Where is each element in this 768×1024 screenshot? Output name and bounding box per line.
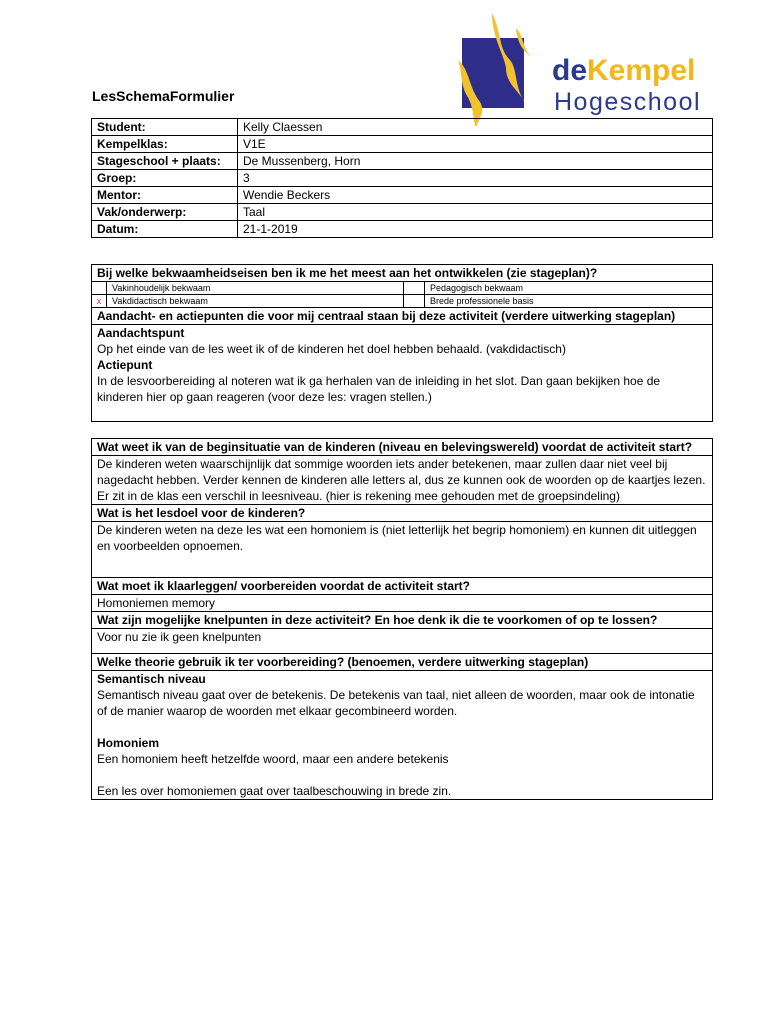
table-row xyxy=(92,265,713,282)
table-row xyxy=(92,282,713,295)
value-kempelklas: V1E xyxy=(238,136,713,153)
semantisch-text: Semantisch niveau gaat over de betekenis. De betekenis van taal, niet alleen de woorden, maar ook de intonatie of de manier waarop de woorden met elkaar gecombineerd worden. xyxy=(97,688,695,718)
label-kempelklas: Kempelklas: xyxy=(92,136,238,153)
table-row xyxy=(92,612,713,629)
option-vakdidactisch: Vakdidactisch bekwaam xyxy=(107,295,404,308)
homoniem-text: Een homoniem heeft hetzelfde woord, maar een andere betekenis xyxy=(97,752,449,766)
spacer xyxy=(97,767,707,783)
table-row xyxy=(92,671,713,800)
bekwaamheid-table xyxy=(91,264,713,422)
dekempel-logo xyxy=(440,8,700,126)
klaarleggen-answer: Homoniemen memory xyxy=(92,595,713,612)
table-row xyxy=(92,522,713,578)
aandachtspunt-title: Aandachtspunt xyxy=(97,326,185,340)
table-row xyxy=(92,505,713,522)
option-brede-basis: Brede professionele basis xyxy=(425,295,713,308)
actiepunt-text: In de lesvoorbereiding al noteren wat ik ga herhalen van de inleiding in het slot. Dan gaan bekijken hoe de kinderen hier op gaan reageren (voor deze les: vragen stellen.) xyxy=(97,374,661,404)
beginsituatie-text-2: Er zit in de klas een verschil in leesniveau. (hier is rekening mee gehouden met de groepsindeling) xyxy=(97,489,620,503)
value-groep: 3 xyxy=(238,170,713,187)
value-datum: 21-1-2019 xyxy=(238,221,713,238)
table-row xyxy=(92,170,713,187)
homoniem-title: Homoniem xyxy=(97,736,160,750)
table-row xyxy=(92,221,713,238)
checkbox-brede-basis[interactable] xyxy=(404,295,425,308)
value-vak: Taal xyxy=(238,204,713,221)
beginsituatie-text-1: De kinderen weten waarschijnlijk dat sommige woorden iets ander betekenen, maar zullen daar niet veel bij nagedacht hebben. Verder kennen de kinderen alle letters al, dus ze kunnen ook de woorden op de kaartjes lezen. xyxy=(97,457,706,487)
table-row xyxy=(92,136,713,153)
label-datum: Datum: xyxy=(92,221,238,238)
theorie-slot-text: Een les over homoniemen gaat over taalbeschouwing in brede zin. xyxy=(97,784,452,798)
table-row xyxy=(92,187,713,204)
table-row xyxy=(92,578,713,595)
value-stageschool: De Mussenberg, Horn xyxy=(238,153,713,170)
aandachtspunt-text: Op het einde van de les weet ik of de kinderen het doel hebben behaald. (vakdidactisch) xyxy=(97,342,566,356)
knelpunten-question: Wat zijn mogelijke knelpunten in deze activiteit? En hoe denk ik die te voorkomen of op te lossen? xyxy=(92,612,713,629)
klaarleggen-question: Wat moet ik klaarleggen/ voorbereiden voordat de activiteit start? xyxy=(92,578,713,595)
table-row xyxy=(92,119,713,136)
actiepunt-title: Actiepunt xyxy=(97,358,153,372)
value-student: Kelly Claessen xyxy=(238,119,713,136)
table-row xyxy=(92,295,713,308)
option-pedagogisch: Pedagogisch bekwaam xyxy=(425,282,713,295)
student-info-table xyxy=(91,118,713,238)
label-vak: Vak/onderwerp: xyxy=(92,204,238,221)
theorie-answer xyxy=(92,671,713,800)
table-row xyxy=(92,456,713,505)
checkbox-vakinhoudelijk[interactable] xyxy=(92,282,107,295)
dekempel-logo-graphic xyxy=(440,8,700,126)
option-vakinhoudelijk: Vakinhoudelijk bekwaam xyxy=(107,282,404,295)
points-header: Aandacht- en actiepunten die voor mij centraal staan bij deze activiteit (verdere uitwerking stageplan) xyxy=(92,308,713,325)
lesson-plan-table xyxy=(91,438,713,800)
spacer xyxy=(97,719,707,735)
checkbox-pedagogisch[interactable] xyxy=(404,282,425,295)
logo-wordmark: deKempel xyxy=(552,54,696,87)
beginsituatie-question: Wat weet ik van de beginsituatie van de kinderen (niveau en belevingswereld) voordat de activiteit start? xyxy=(92,439,713,456)
table-row xyxy=(92,629,713,654)
beginsituatie-answer xyxy=(92,456,713,505)
label-student: Student: xyxy=(92,119,238,136)
checkbox-vakdidactisch[interactable]: x xyxy=(92,295,107,308)
semantisch-title: Semantisch niveau xyxy=(97,672,206,686)
label-stageschool: Stageschool + plaats: xyxy=(92,153,238,170)
lesdoel-question: Wat is het lesdoel voor de kinderen? xyxy=(92,505,713,522)
table-row xyxy=(92,204,713,221)
lesdoel-answer: De kinderen weten na deze les wat een homoniem is (niet letterlijk het begrip homoniem) en kunnen dit uitleggen en voorbeelden opnoemen. xyxy=(92,522,713,578)
table-row xyxy=(92,595,713,612)
knelpunten-answer: Voor nu zie ik geen knelpunten xyxy=(92,629,713,654)
bekwaamheid-question: Bij welke bekwaamheidseisen ben ik me het meest aan het ontwikkelen (zie stageplan)? xyxy=(92,265,713,282)
table-row xyxy=(92,308,713,325)
table-row xyxy=(92,325,713,422)
label-groep: Groep: xyxy=(92,170,238,187)
theorie-question: Welke theorie gebruik ik ter voorbereiding? (benoemen, verdere uitwerking stageplan) xyxy=(92,654,713,671)
table-row xyxy=(92,654,713,671)
table-row xyxy=(92,153,713,170)
logo-subtitle: Hogeschool xyxy=(554,88,700,116)
table-row xyxy=(92,439,713,456)
points-content xyxy=(92,325,713,422)
label-mentor: Mentor: xyxy=(92,187,238,204)
value-mentor: Wendie Beckers xyxy=(238,187,713,204)
form-title: LesSchemaFormulier xyxy=(92,88,235,104)
